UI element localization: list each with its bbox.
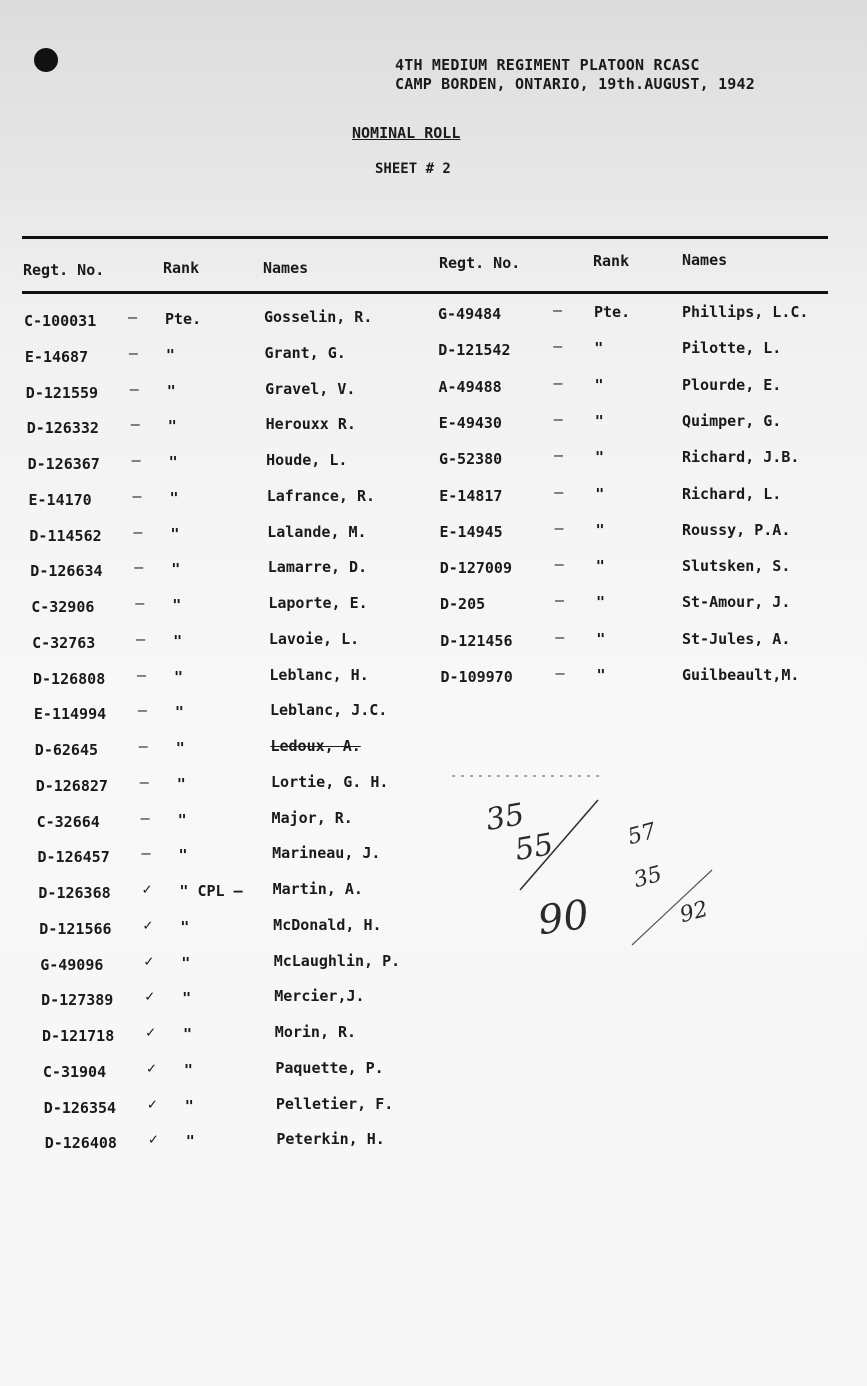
- regt-number: C-100031: [24, 312, 97, 330]
- regt-number: D-121542: [438, 341, 511, 359]
- regt-number: D-126368: [38, 884, 111, 902]
- name: Leblanc, J.C.: [269, 701, 388, 719]
- check-mark: –: [136, 630, 146, 648]
- name: Guilbeault,M.: [682, 666, 800, 684]
- check-mark: ✓: [144, 952, 154, 970]
- name: St-Jules, A.: [682, 630, 791, 648]
- rank: ": [183, 1061, 193, 1079]
- rank: ": [166, 382, 176, 400]
- name: Grant, G.: [264, 344, 346, 362]
- regt-number: D-126827: [35, 777, 108, 795]
- regt-number: D-126367: [27, 455, 100, 473]
- check-mark: ✓: [147, 1095, 157, 1113]
- name: McDonald, H.: [273, 916, 382, 934]
- name: Leblanc, H.: [269, 666, 369, 684]
- handwritten-sum1-total: 90: [535, 891, 592, 945]
- rank: ": [595, 448, 605, 466]
- name: Slutsken, S.: [682, 557, 791, 575]
- regt-number: D-62645: [34, 741, 99, 759]
- rank: ": [175, 739, 185, 757]
- check-mark: –: [137, 666, 147, 684]
- regt-number: D-121456: [440, 632, 513, 650]
- rank: ": [182, 989, 192, 1007]
- sheet-number: SHEET # 2: [375, 161, 451, 177]
- regt-number: G-49096: [40, 956, 104, 974]
- rank: Pte.: [594, 303, 631, 321]
- rank: ": [594, 412, 604, 430]
- rank: ": [170, 525, 180, 543]
- rank: ": [171, 560, 181, 578]
- rank: ": [174, 668, 184, 686]
- rank: ": [169, 489, 179, 507]
- regt-number: D-126634: [30, 562, 103, 580]
- check-mark: –: [553, 410, 563, 428]
- header-line-1: 4TH MEDIUM REGIMENT PLATOON RCASC: [395, 56, 700, 74]
- rank: ": [172, 596, 182, 614]
- check-mark: –: [555, 664, 565, 682]
- col-header-names-right: Names: [682, 251, 728, 269]
- rank: ": [185, 1132, 195, 1150]
- check-mark: –: [137, 701, 147, 719]
- rank: ": [183, 1025, 193, 1043]
- name: Ledoux, A.: [270, 737, 361, 755]
- rank: ": [595, 557, 605, 575]
- regt-number: D-126808: [33, 670, 106, 688]
- rank: ": [596, 593, 606, 611]
- name: Lamarre, D.: [267, 558, 368, 576]
- name: Lafrance, R.: [266, 487, 376, 505]
- rank: ": [178, 846, 188, 864]
- rank: ": [168, 453, 178, 471]
- name: Lalande, M.: [267, 523, 367, 541]
- col-header-regt-left: Regt. No.: [23, 261, 105, 279]
- check-mark: –: [132, 487, 142, 505]
- regt-number: D-121718: [42, 1027, 115, 1045]
- check-mark: –: [128, 344, 138, 362]
- regt-number: A-49488: [438, 378, 502, 396]
- check-mark: –: [131, 451, 141, 469]
- regt-number: D-126332: [26, 419, 99, 437]
- regt-number: D-126354: [43, 1099, 117, 1117]
- regt-number: D-127009: [439, 559, 512, 577]
- check-mark: –: [554, 483, 564, 501]
- regt-number: C-32664: [36, 813, 100, 831]
- name: Gravel, V.: [265, 380, 356, 398]
- check-mark: –: [139, 773, 149, 791]
- check-mark: –: [553, 301, 563, 319]
- check-mark: –: [553, 374, 563, 392]
- name: Marineau, J.: [272, 844, 381, 862]
- name: Martin, A.: [272, 880, 363, 898]
- rank: ": [596, 630, 606, 648]
- name: Richard, J.B.: [682, 448, 800, 466]
- rank: Pte.: [165, 310, 202, 328]
- regt-number: C-32763: [32, 634, 96, 652]
- check-mark: –: [134, 558, 144, 576]
- handwritten-sum2-a: 57: [625, 818, 659, 851]
- rank: ": [181, 954, 191, 972]
- handwritten-sum1-b: 55: [512, 826, 556, 869]
- regt-number: D-126408: [44, 1134, 117, 1152]
- col-header-rank-right: Rank: [593, 252, 630, 270]
- rank: ": [177, 811, 187, 829]
- handwritten-sum1-a: 35: [483, 796, 527, 839]
- check-mark: ✓: [143, 916, 153, 934]
- regt-number: D-127389: [41, 991, 114, 1009]
- regt-number: E-14687: [24, 348, 89, 366]
- rank: ": [595, 521, 605, 539]
- rank: ": [594, 376, 604, 394]
- handwritten-sum2-b: 35: [631, 861, 665, 894]
- rank: ": [594, 339, 604, 357]
- regt-number: C-31904: [42, 1063, 107, 1081]
- col-header-names-left: Names: [263, 259, 309, 277]
- check-mark: –: [555, 591, 565, 609]
- check-mark: –: [553, 337, 563, 355]
- name: Roussy, P.A.: [682, 521, 791, 539]
- check-mark: –: [128, 308, 138, 326]
- check-mark: –: [138, 737, 148, 755]
- name: Mercier,J.: [274, 987, 365, 1005]
- regt-number: D-121559: [25, 384, 99, 402]
- name: Peterkin, H.: [276, 1130, 385, 1148]
- rank: ": [180, 918, 190, 936]
- name: Laporte, E.: [268, 594, 368, 612]
- regt-number: G-49484: [438, 305, 502, 323]
- handwritten-sum2-total: 92: [677, 896, 711, 929]
- name: Morin, R.: [274, 1023, 357, 1041]
- name: Major, R.: [271, 809, 353, 827]
- check-mark: ✓: [142, 880, 152, 898]
- regt-number: D-205: [440, 595, 486, 613]
- name: Herouxx R.: [265, 415, 356, 433]
- name: Richard, L.: [682, 485, 782, 503]
- rank: ": [167, 417, 177, 435]
- check-mark: ✓: [145, 987, 155, 1005]
- header-line-2: CAMP BORDEN, ONTARIO, 19th.AUGUST, 1942: [395, 75, 755, 93]
- rank: ": [595, 485, 605, 503]
- name: Lavoie, L.: [268, 630, 360, 648]
- regt-number: E-49430: [438, 414, 502, 432]
- name: Paquette, P.: [275, 1059, 384, 1077]
- name: Lortie, G. H.: [271, 773, 389, 791]
- col-header-regt-right: Regt. No.: [439, 254, 521, 272]
- document-title: NOMINAL ROLL: [352, 124, 461, 142]
- check-mark: –: [141, 844, 151, 862]
- check-mark: –: [130, 415, 140, 433]
- regt-number: E-114994: [33, 705, 107, 723]
- check-mark: –: [133, 523, 143, 541]
- regt-number: G-52380: [439, 450, 503, 468]
- regt-number: E-14170: [28, 491, 92, 509]
- check-mark: –: [554, 446, 564, 464]
- rank: ": [176, 775, 186, 793]
- regt-number: E-14945: [439, 523, 503, 541]
- regt-number: C-32906: [31, 598, 95, 616]
- check-mark: –: [554, 519, 564, 537]
- col-header-rank-left: Rank: [163, 259, 200, 277]
- name: Houde, L.: [266, 451, 348, 469]
- check-mark: –: [555, 628, 565, 646]
- rank: ": [184, 1097, 194, 1115]
- name: Quimper, G.: [682, 412, 782, 430]
- rank: " CPL –: [179, 882, 243, 900]
- name: Pilotte, L.: [682, 339, 782, 357]
- rank: ": [596, 666, 606, 684]
- check-mark: –: [129, 380, 139, 398]
- regt-number: E-14817: [439, 487, 503, 505]
- check-mark: –: [554, 555, 564, 573]
- rank: ": [165, 346, 175, 364]
- check-mark: –: [140, 809, 150, 827]
- check-mark: ✓: [146, 1023, 156, 1041]
- name: St-Amour, J.: [682, 593, 791, 611]
- rank: ": [173, 632, 183, 650]
- name: Gosselin, R.: [264, 308, 373, 326]
- regt-number: D-109970: [440, 668, 513, 686]
- check-mark: ✓: [146, 1059, 156, 1077]
- name: McLaughlin, P.: [273, 952, 401, 970]
- rank: ": [174, 703, 184, 721]
- regt-number: D-121566: [39, 920, 112, 938]
- check-mark: ✓: [148, 1130, 158, 1148]
- regt-number: D-126457: [37, 848, 110, 866]
- name: Pelletier, F.: [275, 1095, 394, 1113]
- check-mark: –: [135, 594, 145, 612]
- name: Plourde, E.: [682, 376, 782, 394]
- regt-number: D-114562: [29, 527, 102, 545]
- name: Phillips, L.C.: [682, 303, 809, 321]
